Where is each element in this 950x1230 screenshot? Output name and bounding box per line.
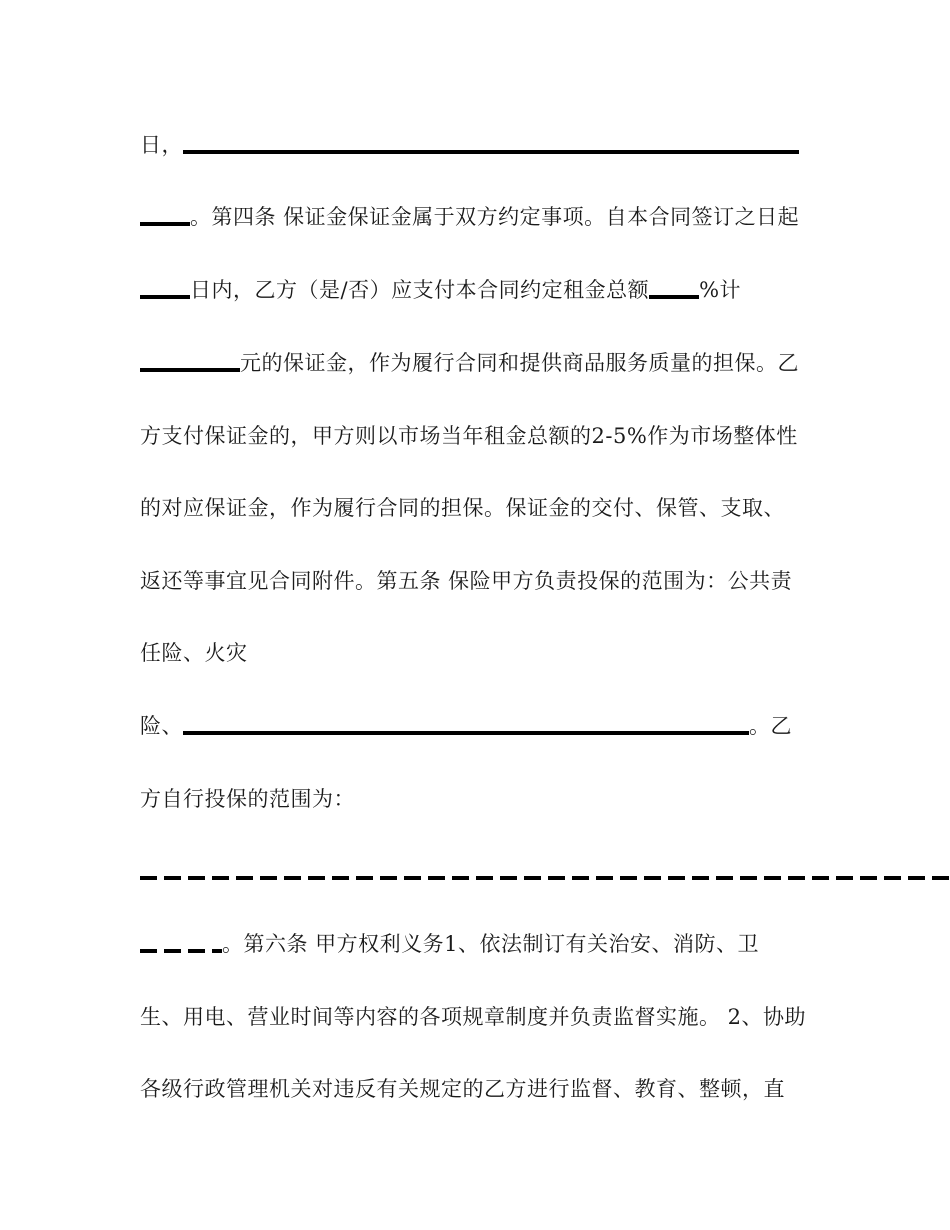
text-segment: 的对应保证金，作为履行合同的担保。保证金的交付、保管、支取、 xyxy=(140,496,785,520)
text-line-1 xyxy=(140,130,799,160)
text-segment: 日， xyxy=(140,133,183,157)
dashed-fill-blank xyxy=(140,876,950,880)
fill-blank xyxy=(140,368,240,372)
text-line-12 xyxy=(140,929,759,959)
text-segment: 。第四条 保证金保证金属于双方约定事项。自本合同签订之日起 xyxy=(190,205,800,229)
text-segment: %计 xyxy=(699,278,742,302)
text-line-13 xyxy=(140,1002,806,1032)
text-line-3 xyxy=(140,275,741,305)
text-segment: 元的保证金，作为履行合同和提供商品服务质量的担保。乙 xyxy=(240,351,799,375)
text-segment: 各级行政管理机关对违反有关规定的乙方进行监督、教育、整顿，直 xyxy=(140,1077,785,1101)
fill-blank xyxy=(140,222,190,226)
dashed-fill-blank xyxy=(140,949,222,953)
text-line-9 xyxy=(140,711,792,741)
fill-blank xyxy=(649,295,699,299)
fill-blank xyxy=(140,295,190,299)
text-line-11 xyxy=(140,856,950,886)
text-segment: 任险、火灾 xyxy=(140,641,248,665)
fill-blank xyxy=(183,731,749,735)
text-line-8 xyxy=(140,638,248,668)
text-segment: 。乙 xyxy=(749,714,792,738)
text-segment: 方支付保证金的，甲方则以市场当年租金总额的2-5%作为市场整体性 xyxy=(140,424,798,448)
text-segment: 返还等事宜见合同附件。第五条 保险甲方负责投保的范围为：公共责 xyxy=(140,569,793,593)
text-line-10 xyxy=(140,784,355,814)
text-segment: 生、用电、营业时间等内容的各项规章制度并负责监督实施。 2、协助 xyxy=(140,1005,807,1029)
text-segment: 。第六条 甲方权利义务1、依法制订有关治安、消防、卫 xyxy=(222,932,760,956)
text-line-5 xyxy=(140,421,798,451)
text-segment: 方自行投保的范围为： xyxy=(140,787,355,811)
text-line-7 xyxy=(140,566,792,596)
text-line-2 xyxy=(140,202,799,232)
text-segment: 险、 xyxy=(140,714,183,738)
fill-blank xyxy=(183,150,799,154)
text-line-4 xyxy=(140,348,799,378)
text-line-14 xyxy=(140,1074,785,1104)
text-segment: 日内，乙方（是/否）应支付本合同约定租金总额 xyxy=(190,278,650,302)
text-line-6 xyxy=(140,493,785,523)
